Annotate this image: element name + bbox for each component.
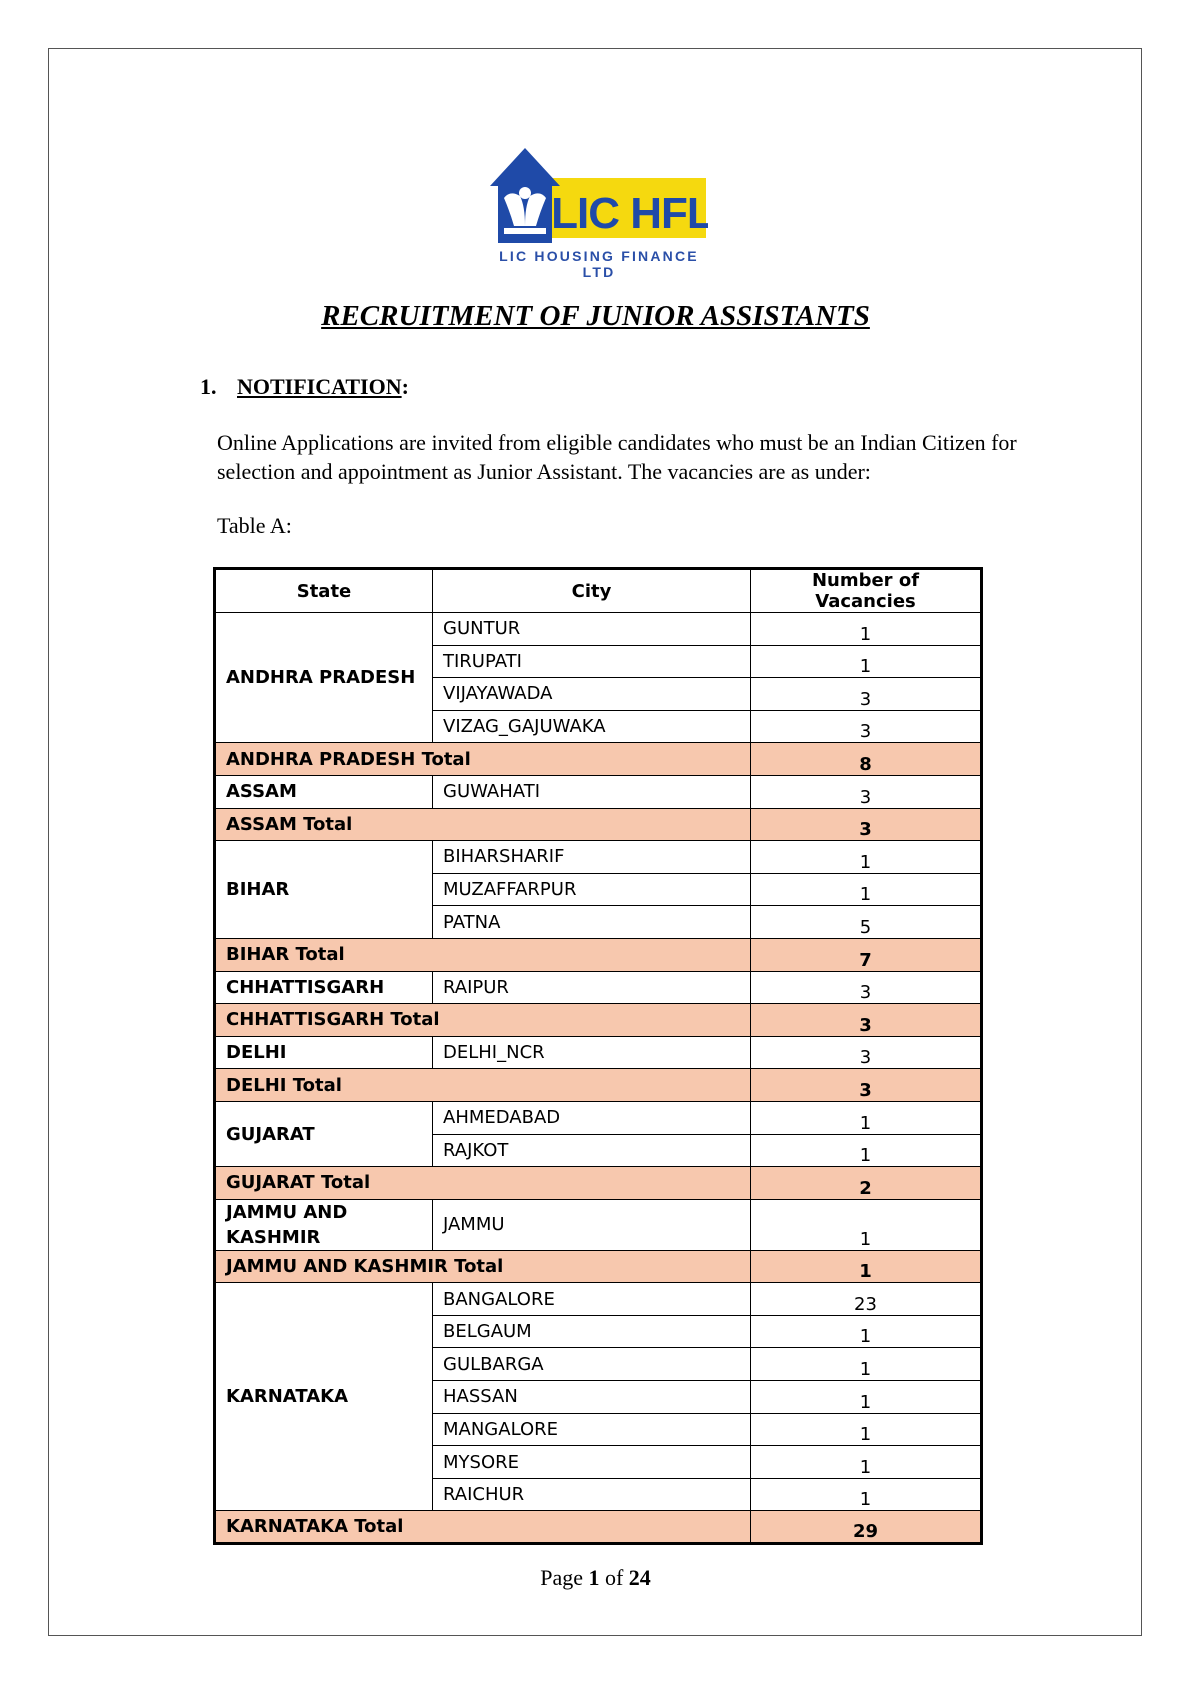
footer-of: of bbox=[604, 1565, 624, 1590]
lic-hfl-logo bbox=[490, 148, 708, 280]
table-label: Table A: bbox=[217, 513, 292, 538]
state-total-label: KARNATAKA Total bbox=[215, 1511, 751, 1544]
vacancy-count-cell: 3 bbox=[751, 1036, 982, 1069]
svg-text:LIC HFL: LIC HFL bbox=[551, 189, 708, 238]
city-cell: DELHI_NCR bbox=[433, 1036, 751, 1069]
vacancy-count-cell: 1 bbox=[751, 1381, 982, 1414]
state-cell: ANDHRA PRADESH bbox=[215, 613, 433, 743]
vacancy-count-cell: 1 bbox=[751, 613, 982, 646]
state-total-label: GUJARAT Total bbox=[215, 1167, 751, 1200]
city-cell: GULBARGA bbox=[433, 1348, 751, 1381]
vacancy-count-cell: 3 bbox=[751, 678, 982, 711]
state-cell: ASSAM bbox=[215, 775, 433, 808]
table-row bbox=[215, 841, 982, 874]
vacancy-count-cell: 1 bbox=[751, 841, 982, 874]
state-cell: DELHI bbox=[215, 1036, 433, 1069]
vacancy-count-cell: 1 bbox=[751, 1348, 982, 1381]
vacancy-count-cell: 1 bbox=[751, 645, 982, 678]
page-footer bbox=[0, 1565, 1191, 1591]
state-total-value: 3 bbox=[751, 1004, 982, 1037]
state-total-row bbox=[215, 1167, 982, 1200]
state-cell: GUJARAT bbox=[215, 1101, 433, 1166]
section-heading-text: NOTIFICATION bbox=[237, 374, 402, 399]
city-cell: RAJKOT bbox=[433, 1134, 751, 1167]
state-total-row bbox=[215, 1511, 982, 1544]
state-total-value: 7 bbox=[751, 938, 982, 971]
state-total-row bbox=[215, 808, 982, 841]
footer-current-page: 1 bbox=[588, 1565, 600, 1590]
state-total-label: CHHATTISGARH Total bbox=[215, 1004, 751, 1037]
city-cell: JAMMU bbox=[433, 1199, 751, 1250]
state-cell: JAMMU AND KASHMIR bbox=[215, 1199, 433, 1250]
vacancy-count-cell: 3 bbox=[751, 710, 982, 743]
state-cell: KARNATAKA bbox=[215, 1283, 433, 1511]
table-row bbox=[215, 775, 982, 808]
header-vacancies: Number of Vacancies bbox=[751, 569, 982, 613]
city-cell: TIRUPATI bbox=[433, 645, 751, 678]
city-cell: AHMEDABAD bbox=[433, 1101, 751, 1134]
city-cell: MUZAFFARPUR bbox=[433, 873, 751, 906]
city-cell: RAIPUR bbox=[433, 971, 751, 1004]
table-header-row bbox=[215, 569, 982, 613]
table-row bbox=[215, 1036, 982, 1069]
table-row bbox=[215, 971, 982, 1004]
state-total-value: 3 bbox=[751, 808, 982, 841]
vacancy-count-cell: 1 bbox=[751, 1478, 982, 1511]
vacancy-count-cell: 1 bbox=[751, 1446, 982, 1479]
table-row bbox=[215, 1283, 982, 1316]
vacancy-count-cell: 3 bbox=[751, 971, 982, 1004]
city-cell: VIZAG_GAJUWAKA bbox=[433, 710, 751, 743]
vacancy-table bbox=[213, 567, 983, 1545]
city-cell: BELGAUM bbox=[433, 1315, 751, 1348]
state-total-label: DELHI Total bbox=[215, 1069, 751, 1102]
state-total-value: 8 bbox=[751, 743, 982, 776]
table-row bbox=[215, 1101, 982, 1134]
section-heading bbox=[200, 374, 409, 400]
section-number: 1. bbox=[200, 374, 217, 399]
city-cell: HASSAN bbox=[433, 1381, 751, 1414]
vacancy-count-cell: 23 bbox=[751, 1283, 982, 1316]
state-total-label: JAMMU AND KASHMIR Total bbox=[215, 1250, 751, 1283]
footer-total-pages: 24 bbox=[628, 1565, 651, 1590]
document-title: RECRUITMENT OF JUNIOR ASSISTANTS bbox=[321, 300, 870, 332]
city-cell: BIHARSHARIF bbox=[433, 841, 751, 874]
vacancy-count-cell: 1 bbox=[751, 1413, 982, 1446]
city-cell: BANGALORE bbox=[433, 1283, 751, 1316]
table-row bbox=[215, 1199, 982, 1250]
state-total-row bbox=[215, 938, 982, 971]
city-cell: MANGALORE bbox=[433, 1413, 751, 1446]
city-cell: PATNA bbox=[433, 906, 751, 939]
vacancy-count-cell: 1 bbox=[751, 873, 982, 906]
header-city: City bbox=[433, 569, 751, 613]
state-total-label: ASSAM Total bbox=[215, 808, 751, 841]
state-total-value: 29 bbox=[751, 1511, 982, 1544]
state-cell: BIHAR bbox=[215, 841, 433, 939]
vacancy-count-cell: 1 bbox=[751, 1315, 982, 1348]
state-total-row bbox=[215, 1250, 982, 1283]
state-cell: CHHATTISGARH bbox=[215, 971, 433, 1004]
table-row bbox=[215, 613, 982, 646]
logo-subtitle: LIC HOUSING FINANCE LTD bbox=[499, 248, 699, 280]
city-cell: MYSORE bbox=[433, 1446, 751, 1479]
state-total-value: 1 bbox=[751, 1250, 982, 1283]
city-cell: GUNTUR bbox=[433, 613, 751, 646]
state-total-row bbox=[215, 743, 982, 776]
state-total-label: ANDHRA PRADESH Total bbox=[215, 743, 751, 776]
state-total-value: 2 bbox=[751, 1167, 982, 1200]
city-cell: GUWAHATI bbox=[433, 775, 751, 808]
intro-paragraph: Online Applications are invited from eligible candidates who must be an Indian Citizen for selection and appointment as Junior Assistant. The vacancies are as under: bbox=[217, 430, 1017, 484]
table-body bbox=[215, 613, 982, 1544]
state-total-row bbox=[215, 1069, 982, 1102]
city-cell: RAICHUR bbox=[433, 1478, 751, 1511]
vacancy-count-cell: 3 bbox=[751, 775, 982, 808]
section-colon: : bbox=[401, 374, 409, 399]
state-total-row bbox=[215, 1004, 982, 1037]
city-cell: VIJAYAWADA bbox=[433, 678, 751, 711]
footer-prefix: Page bbox=[540, 1565, 583, 1590]
state-total-value: 3 bbox=[751, 1069, 982, 1102]
header-state: State bbox=[215, 569, 433, 613]
vacancy-count-cell: 5 bbox=[751, 906, 982, 939]
vacancy-count-cell: 1 bbox=[751, 1134, 982, 1167]
house-logo-icon bbox=[490, 148, 708, 248]
vacancy-count-cell: 1 bbox=[751, 1199, 982, 1250]
vacancy-count-cell: 1 bbox=[751, 1101, 982, 1134]
state-total-label: BIHAR Total bbox=[215, 938, 751, 971]
